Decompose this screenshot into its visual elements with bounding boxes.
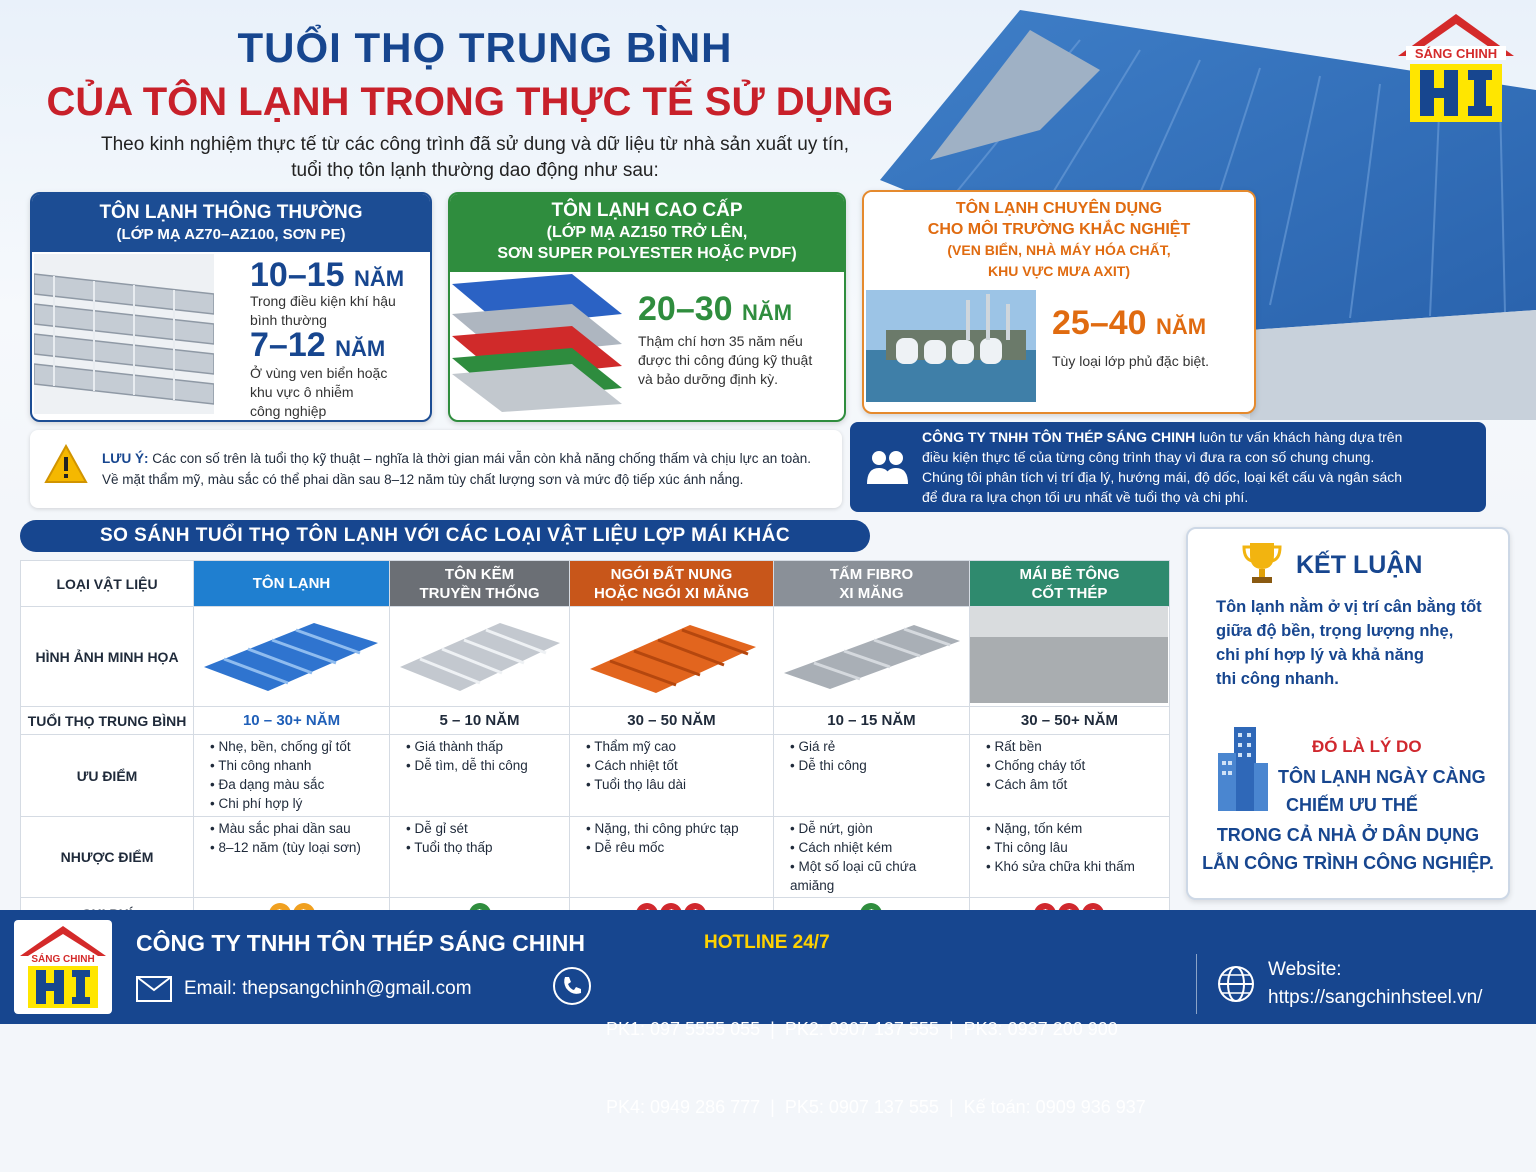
note-line2: Về mặt thẩm mỹ, màu sắc có thể phai dần sau 8–12 năm tùy chất lượng sơn và mức độ tiếp xúc ánh nắng.	[102, 472, 744, 487]
life1-value: 10–15	[250, 256, 345, 294]
cons-fibro	[773, 817, 969, 898]
list-item: • Thẩm mỹ cao	[586, 739, 677, 754]
premium-desc-a: Thậm chí hơn 35 năm nếu	[638, 333, 803, 349]
phone-icon	[552, 966, 592, 1006]
globe-icon	[1216, 964, 1256, 1004]
conclusion-line-b: giữa độ bền, trọng lượng nhẹ,	[1216, 622, 1454, 640]
card-special	[862, 190, 1256, 414]
image-ngoi	[570, 607, 774, 707]
desc1-line-a: Trong điều kiện khí hậu	[250, 293, 396, 309]
premium-desc-c: và bảo dưỡng định kỳ.	[638, 371, 778, 387]
list-item: • Nặng, thi công phức tạp	[586, 821, 739, 836]
row-label-images: HÌNH ẢNH MINH HỌA	[21, 607, 194, 707]
reason-line-d: LẪN CÔNG TRÌNH CÔNG NGHIỆP.	[1202, 853, 1494, 873]
company-line3: Chúng tôi phân tích vị trí địa lý, hướng mái, độ dốc, loại kết cấu và ngân sách	[922, 469, 1403, 485]
footer-divider	[1196, 954, 1197, 1014]
image-be-tong	[969, 607, 1169, 707]
row-label-life: TUỔI THỌ TRUNG BÌNH	[21, 707, 194, 735]
card-standard-desc2	[250, 364, 387, 421]
list-item: • Nặng, tốn kém	[985, 821, 1083, 836]
intro-text	[40, 132, 910, 184]
reason-line-c: TRONG CẢ NHÀ Ở DÂN DỤNG	[1216, 825, 1480, 845]
card-standard-header	[32, 194, 430, 252]
life-be-tong: 30 – 50+ NĂM	[969, 707, 1169, 735]
card-special-life	[1052, 304, 1206, 346]
life2-value: 7–12	[250, 326, 326, 364]
card-premium	[448, 192, 846, 422]
col1-name-b: TRUYỀN THỐNG	[419, 584, 540, 602]
users-icon	[866, 448, 908, 486]
page-title-line2: CỦA TÔN LẠNH TRONG THỰC TẾ SỬ DỤNG	[46, 80, 894, 124]
note-line1	[102, 448, 832, 469]
list-item: • Tuổi thọ lâu dài	[586, 777, 687, 792]
life1-unit: NĂM	[354, 266, 405, 291]
cons-be-tong	[969, 817, 1169, 898]
page-title-line1: TUỔI THỌ TRUNG BÌNH	[237, 24, 733, 71]
premium-life-unit: NĂM	[742, 300, 793, 325]
image-ton-kem	[390, 607, 570, 707]
row-label-pros: ƯU ĐIỂM	[21, 735, 194, 817]
logo-text: SÁNG CHINH	[1414, 46, 1498, 61]
col-header-ton-kem	[390, 561, 570, 607]
note-text1: Các con số trên là tuổi thọ kỹ thuật – nghĩa là thời gian mái vẫn còn khả năng chống thấm và chịu lực an toàn.	[152, 451, 812, 466]
col-header-ngoi	[570, 561, 774, 607]
list-item: • Cách nhiệt tốt	[586, 758, 678, 773]
conclusion-line-a: Tôn lạnh nằm ở vị trí cân bằng tốt	[1216, 598, 1482, 616]
reason-top	[1278, 763, 1486, 819]
special-life-value: 25–40	[1052, 304, 1147, 342]
card-special-subtitle-a: (VEN BIỂN, NHÀ MÁY HÓA CHẤT,	[947, 242, 1171, 258]
col-header-fibro	[773, 561, 969, 607]
col2-name-a: NGÓI ĐẤT NUNG	[610, 565, 733, 583]
list-item: • Thi công lâu	[985, 840, 1068, 855]
conclusion-line-c: chi phí hợp lý và khả năng	[1216, 646, 1424, 664]
footer-logo	[14, 920, 112, 1014]
reason-line-a: TÔN LẠNH NGÀY CÀNG	[1278, 767, 1486, 787]
card-premium-subtitle-b: SƠN SUPER POLYESTER HOẶC PVDF)	[497, 245, 797, 262]
card-premium-title: TÔN LẠNH CAO CẤP	[551, 200, 743, 221]
life-fibro: 10 – 15 NĂM	[773, 707, 969, 735]
table-row-images	[21, 607, 1170, 707]
pros-ton-lanh	[194, 735, 390, 817]
pros-ton-kem	[390, 735, 570, 817]
intro-line2: tuổi thọ tôn lạnh thường dao động như sau:	[291, 160, 659, 181]
phones-row1[interactable]: PK1: 097 5555 055 | PK2: 0907 137 555 | PK3: 0937 200 900	[606, 1019, 1118, 1039]
conclusion-line-d: thi công nhanh.	[1216, 670, 1339, 688]
list-item: • Rất bền	[985, 739, 1042, 754]
premium-life-value: 20–30	[638, 290, 733, 328]
comparison-table	[20, 560, 1170, 930]
website-link[interactable]: https://sangchinhsteel.vn/	[1268, 987, 1483, 1008]
industrial-plant-image	[866, 290, 1036, 402]
premium-desc-b: được thi công đúng kỹ thuật	[638, 352, 813, 368]
card-special-title-b: CHO MÔI TRƯỜNG KHẮC NGHIỆT	[927, 221, 1191, 238]
website-label: Website:	[1268, 959, 1342, 980]
col-header-be-tong	[969, 561, 1169, 607]
list-item: • Dễ rêu mốc	[586, 840, 665, 855]
note-label: LƯU Ý:	[102, 451, 149, 466]
image-fibro	[773, 607, 969, 707]
phones-row2[interactable]: PK4: 0949 286 777 | PK5: 0907 137 555 | Kế toán: 0909 936 937	[606, 1097, 1146, 1117]
list-item: • Tuổi thọ thấp	[406, 840, 493, 855]
col1-name-a: TÔN KẼM	[444, 565, 515, 583]
cons-ton-lanh	[194, 817, 390, 898]
galvalume-sheets-image	[34, 254, 214, 414]
brand-logo	[1392, 10, 1520, 128]
note-box	[30, 430, 842, 508]
conclusion-title: KẾT LUẬN	[1296, 551, 1423, 579]
table-row-life	[21, 707, 1170, 735]
card-special-subtitle-b: KHU VỰC MƯA AXIT)	[988, 263, 1130, 279]
card-standard-desc1	[250, 292, 396, 330]
col0-name-a: TÔN LẠNH	[252, 575, 331, 592]
card-premium-header	[450, 194, 844, 272]
col4-name-a: MÁI BÊ TÔNG	[1019, 565, 1120, 583]
list-item: • Thi công nhanh	[210, 758, 312, 773]
company-advice-box	[850, 422, 1486, 512]
footer-logo-text: SÁNG CHINH	[31, 954, 95, 965]
life2-unit: NĂM	[335, 336, 386, 361]
list-item: • Đa dạng màu sắc	[210, 777, 325, 792]
list-item: • Cách âm tốt	[985, 777, 1068, 792]
list-item: • Dễ nứt, giòn	[789, 821, 873, 836]
buildings-icon	[1216, 723, 1270, 813]
col3-name-a: TẤM FIBRO	[829, 565, 914, 583]
reason-label: ĐÓ LÀ LÝ DO	[1312, 737, 1422, 756]
list-item: • 8–12 năm (tùy loại sơn)	[210, 840, 361, 855]
card-premium-life	[638, 290, 792, 332]
desc2-line-c: công nghiệp	[250, 403, 327, 419]
desc1-line-b: bình thường	[250, 312, 327, 328]
company-line1-rest: luôn tư vấn khách hàng dựa trên	[1195, 429, 1403, 445]
life-ton-kem: 5 – 10 NĂM	[390, 707, 570, 735]
footer	[0, 910, 1536, 1117]
footer-website	[1268, 956, 1482, 1012]
desc2-line-a: Ở vùng ven biển hoặc	[250, 365, 388, 381]
email-icon	[136, 976, 172, 1002]
life-ngoi: 30 – 50 NĂM	[570, 707, 774, 735]
company-line4: để đưa ra lựa chọn tối ưu nhất về tuổi thọ và chi phí.	[922, 489, 1249, 505]
list-item: • Màu sắc phai dần sau	[210, 821, 351, 836]
footer-hotline-label: HOTLINE 24/7	[704, 932, 830, 953]
life-ton-lanh: 10 – 30+ NĂM	[194, 707, 390, 735]
list-item: • Chống cháy tốt	[985, 758, 1086, 773]
card-standard-title: TÔN LẠNH THÔNG THƯỜNG	[99, 202, 363, 223]
list-item: • Dễ tìm, dễ thi công	[406, 758, 528, 773]
footer-email[interactable]: Email: thepsangchinh@gmail.com	[184, 978, 472, 999]
list-item: • Một số loại cũ chứa amiăng	[789, 859, 917, 893]
card-premium-subtitle-a: (LỚP MẠ AZ150 TRỞ LÊN,	[546, 224, 748, 241]
table-row-cons	[21, 817, 1170, 898]
company-line1	[922, 427, 1466, 447]
special-life-unit: NĂM	[1156, 314, 1207, 339]
colored-sheets-image	[452, 274, 622, 414]
col4-name-b: CỐT THÉP	[1031, 584, 1108, 602]
table-header-row	[21, 561, 1170, 607]
col3-name-b: XI MĂNG	[839, 584, 904, 602]
pros-ngoi	[570, 735, 774, 817]
row-label-cons: NHƯỢC ĐIỂM	[21, 817, 194, 898]
list-item: • Chi phí hợp lý	[210, 796, 303, 811]
company-name: CÔNG TY TNHH TÔN THÉP SÁNG CHINH	[922, 429, 1196, 445]
reason-bottom	[1188, 821, 1508, 877]
list-item: • Khó sửa chữa khi thấm	[985, 859, 1135, 874]
list-item: • Nhẹ, bền, chống gỉ tốt	[210, 739, 351, 754]
list-item: • Dễ thi công	[789, 758, 867, 773]
conclusion-body	[1216, 595, 1482, 691]
pros-fibro	[773, 735, 969, 817]
trophy-icon	[1242, 539, 1282, 587]
desc2-line-b: khu vực ô nhiễm	[250, 384, 354, 400]
list-item: • Dễ gỉ sét	[406, 821, 468, 836]
conclusion-box	[1186, 527, 1510, 900]
warning-icon	[44, 444, 88, 484]
footer-phones	[606, 964, 1146, 1172]
image-ton-lanh	[194, 607, 390, 707]
intro-line1: Theo kinh nghiệm thực tế từ các công trình đã sử dung và dữ liệu từ nhà sản xuất uy tín,	[100, 134, 849, 155]
row-label-material: LOẠI VẬT LIỆU	[21, 561, 194, 607]
footer-company: CÔNG TY TNHH TÔN THÉP SÁNG CHINH	[136, 930, 585, 956]
reason-line-b: CHIẾM ƯU THẾ	[1286, 795, 1418, 815]
pros-be-tong	[969, 735, 1169, 817]
card-standard	[30, 192, 432, 422]
card-standard-subtitle: (LỚP MẠ AZ70–AZ100, SƠN PE)	[116, 226, 346, 243]
cons-ton-kem	[390, 817, 570, 898]
cons-ngoi	[570, 817, 774, 898]
company-line2: điều kiện thực tế của từng công trình thay vì đưa ra con số chung chung.	[922, 449, 1375, 465]
col2-name-b: HOẶC NGÓI XI MĂNG	[593, 584, 749, 602]
card-special-title-a: TÔN LẠNH CHUYÊN DỤNG	[955, 200, 1163, 217]
comparison-title: SO SÁNH TUỔI THỌ TÔN LẠNH VỚI CÁC LOẠI VẬT LIỆU LỢP MÁI KHÁC	[20, 520, 870, 552]
list-item: • Giá thành thấp	[406, 739, 504, 754]
list-item: • Giá rẻ	[789, 739, 836, 754]
card-premium-desc	[638, 332, 812, 389]
table-row-pros	[21, 735, 1170, 817]
card-special-desc: Tùy loại lớp phủ đặc biệt.	[1052, 353, 1210, 369]
card-standard-life2	[250, 326, 385, 368]
card-special-header	[864, 192, 1254, 284]
col-header-ton-lanh	[194, 561, 390, 607]
list-item: • Cách nhiệt kém	[789, 840, 893, 855]
